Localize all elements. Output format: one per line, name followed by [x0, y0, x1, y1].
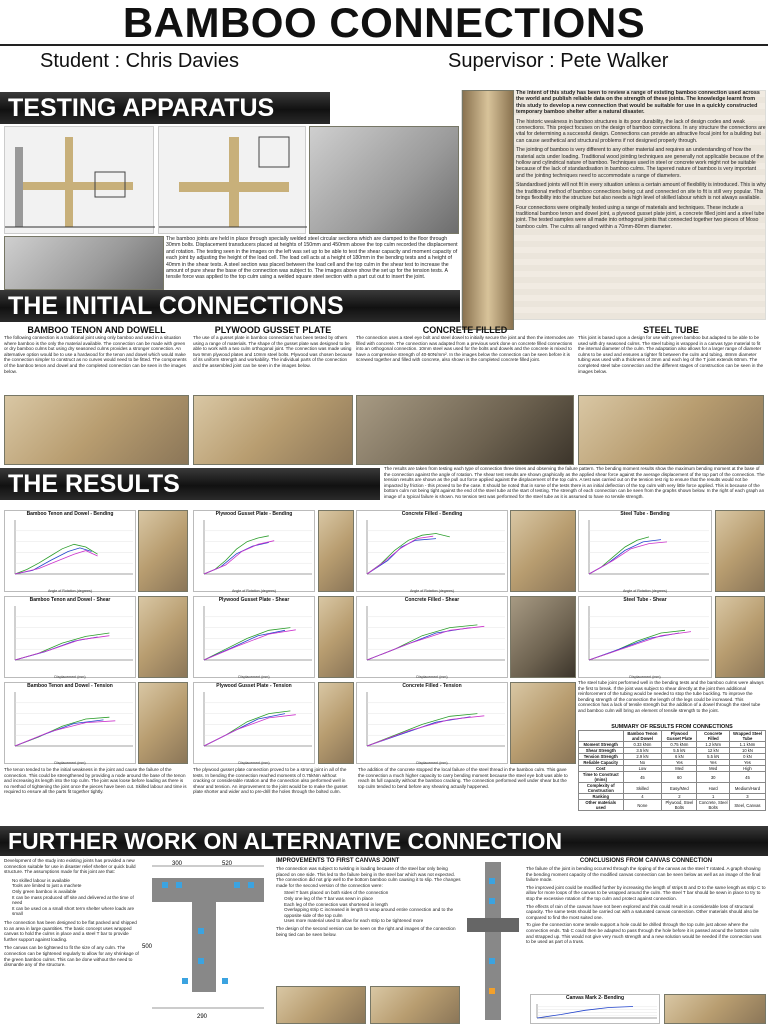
chart-title: Concrete Filled - Tension: [402, 683, 462, 689]
series-line-3: [589, 542, 667, 574]
tenon-dowel-photo: [4, 395, 189, 465]
table-header: Concrete Filled: [697, 731, 730, 742]
dim-500: 500: [142, 944, 153, 950]
series-line-3: [15, 636, 109, 660]
table-cell: Time to Construct (mins): [579, 772, 624, 783]
x-axis-label: Displacement (mm): [54, 761, 86, 765]
assumption-item: • Tools are limited to just a machete: [12, 883, 140, 889]
canvas-v2-drawing: [463, 858, 523, 1024]
supervisor-name: Supervisor : Pete Walker: [448, 50, 669, 72]
canvas-mark2-chart: [530, 994, 660, 1024]
chart-plot: [5, 604, 135, 670]
improve-item: • Uses more material used to allow for each strip to be tightened more: [284, 918, 461, 924]
bamboo-culm-photo: [462, 90, 514, 330]
improvements-section: [276, 858, 461, 1024]
series-line-2: [589, 633, 679, 660]
table-cell: Easy/Med: [662, 783, 697, 794]
table-cell: 1: [697, 794, 730, 800]
conn-title: PLYWOOD GUSSET PLATE: [214, 325, 332, 335]
chart-title: Concrete Filled - Shear: [404, 597, 460, 603]
result-chart: [193, 682, 315, 764]
chart-title: Steel Tube - Bending: [620, 511, 670, 517]
failure-photo: [715, 510, 765, 592]
table-cell: 0 kN: [729, 754, 765, 760]
table-cell: Steel, Canvas: [729, 800, 765, 811]
dim-290: 290: [197, 1014, 208, 1020]
result-chart: [193, 510, 315, 592]
apparatus-photo-1: [309, 126, 459, 234]
table-cell: 45: [623, 772, 662, 783]
chart-plot: [194, 604, 314, 670]
conn-text: The following connection is a traditional joint using only bamboo and used in a situation where bamboo is the only the material available. The connection can be made with green or dry bamboo culms but using dry seasoned culms provides a stronger connection. An alternative option would be to use a hardwood for the tenon and dowel which would make the connection simpler to construct as no curves would need to be fitted. The components of the bamboo tenon and dowel and the completed connection can be seen in the images below.: [4, 335, 187, 374]
table-cell: Hard: [697, 783, 730, 794]
improve-text: The connection was subject to twisting in loading because of the steel bar only being placed on one side. This led to the failure being in the steel bar which was not expected. The connection did not grip well to the bottom bamboo culm causing it to slip. The changes made for the second version of the connection were:: [276, 866, 461, 888]
chart-axes: [589, 606, 709, 660]
chart-plot: [579, 518, 711, 584]
conn-title: STEEL TUBE: [643, 325, 699, 335]
series-line-1: [367, 534, 450, 575]
page-title: BAMBOO CONNECTIONS: [122, 0, 646, 46]
result-chart: [356, 682, 508, 764]
table-cell: 1.1 kNm: [729, 742, 765, 748]
table-cell: 1.2 kNm: [697, 742, 730, 748]
concl-paragraph: The failure of the joint in bending occurred through the ripping of the canvas as the steel T rotated. A graph showing the bending moment capacity of the modified canvas connection can be seen below as well as an image of the final failure mode.: [526, 866, 761, 883]
assumption-item: • Only green bamboo is available: [12, 889, 140, 895]
series-line-3: [367, 536, 433, 574]
table-cell: 30: [697, 772, 730, 783]
table-cell: No: [623, 760, 662, 766]
intro-paragraph: Standardised joints will not fit in every situation unless a certain amount of flexibility is introduced. This is why the traditional method of bamboo connections being cut and connected on site to fit is still very popular. This brings flexibility into the structure but also needs a high level of skilled labour which is not always available.: [516, 182, 766, 202]
chart-title: Plywood Gusset Plate - Bending: [215, 511, 293, 517]
gusset-plate-photo: [193, 395, 353, 465]
chart-plot: [579, 604, 711, 670]
failure-photo: [318, 596, 354, 678]
x-axis-label: Displacement (mm): [416, 675, 448, 679]
table-cell: 45: [729, 772, 765, 783]
result-chart: [578, 596, 712, 678]
x-axis-label: Angle of Rotation (degrees): [232, 589, 276, 593]
chart-title: Bamboo Tenon and Dowel - Shear: [29, 597, 111, 603]
failure-photo: [510, 510, 576, 592]
result-text: The addition of the concrete stopped the local failure of the steel thread in the bamboo culm. This gave the connection a much higher capacity to carry bending moment because the steel eye bolt was able to reach its full capacity without the bamboo cracking. The connection performed well under shear but the top culm tended to bend before any shearing actually happened.: [358, 767, 568, 789]
chart-axes: [589, 520, 709, 574]
series-line-1: [15, 717, 109, 746]
chart-plot: [5, 690, 135, 756]
table-cell: 5.5 kN: [662, 748, 697, 754]
table-cell: Yes: [662, 760, 697, 766]
table-cell: Ranking: [579, 794, 624, 800]
chart-title: Bamboo Tenon and Dowel - Tension: [27, 683, 113, 689]
table-cell: 60: [662, 772, 697, 783]
chart-title: Steel Tube - Shear: [623, 597, 667, 603]
concl-paragraph: The effects of rain of the canvas have not been explored and this could result in a considerable loss of structural capacity. The same tests should be carried out with a saturated canvas connection. Other materials should also be compared to find the most suited one.: [526, 903, 759, 920]
connection-texts: [0, 325, 768, 395]
canvas-failure-photo: [664, 994, 766, 1024]
chart-axes: [537, 1004, 657, 1018]
further-intro: Development of the study into existing joints has provided a new connection suitable for use in disaster relief shelter or quick build structure. The assumptions made for this joint are that:: [4, 858, 136, 875]
chart-axes: [204, 520, 312, 574]
table-header: Bamboo Tenon and Dowel: [623, 731, 662, 742]
assumption-list: [4, 878, 140, 917]
table-cell: Skilled: [623, 783, 662, 794]
table-cell: Med: [662, 766, 697, 772]
further-paragraph: The canvas can be tightened to fit the size of any culm. The connection can be tightened regularly to allow for any shrinkage of the green bamboo culms. This can be done without the need to dismantle any of the structure.: [4, 945, 139, 968]
table-row: [579, 772, 766, 783]
table-cell: 0.75 kNm: [662, 742, 697, 748]
intro-paragraph: The jointing of bamboo is very different to any other material and requires an understanding of how the material acts under loading. Traditional wood jointing techniques are generally not applicable because of the hollow and cylindrical nature of bamboo. Techniques used in steel or concrete work might not be suitable because of the lack of standardisation in bamboo culms. The tapered nature of bamboo is very important and the jointing techniques need to accommodate a range of diameters.: [516, 147, 764, 179]
chart-plot: [194, 690, 314, 756]
intro-paragraph: Four connections were originally tested using a range of materials and techniques. These include a traditional bamboo tenon and dowel joint, a plywood gusset plate joint, a concrete filled joint and a steel tube joint. The tested samples were all made into orthogonal joints that connected together two pieces of Moso bamboo culm. The culms all ranged within a 70mm-80mm diameter.: [516, 204, 765, 230]
dim-520: 520: [222, 861, 233, 867]
series-line-2: [204, 630, 285, 660]
x-axis-label: Displacement (mm): [629, 675, 661, 679]
improve-title: IMPROVEMENTS TO FIRST CANVAS JOINT: [276, 858, 400, 864]
x-axis-label: Displacement (mm): [238, 675, 270, 679]
result-chart: [578, 510, 712, 592]
table-cell: Med: [697, 766, 730, 772]
table-row: [579, 783, 766, 794]
steel-tube-results-text: The steel tube joint performed well in the bending tests and the bamboo culms were always the first to break. If the joint was subject to shear directly at the joint then additional reinforcement of the tubing would be needed to stop the tube buckling. To improve the bending strength of the connection the length of the legs could be increased. This connection has a lack of tensile strength but the addition of a dowel through the steel tube and bamboo culm will bring an element of tensile strength to the joint.: [578, 680, 764, 713]
x-axis-label: Displacement (mm): [238, 761, 270, 765]
conn-text: The use of a gusset plate in bamboo connections has been tested by others using a range of materials. The shape of the gusset plate was designed to be able to work with a two culm orthogonal joint. The connection was made using two 9mm plywood plates and 10mm steel bolts. Plywood was chosen because of its uniform strength and workability. The individual parts of the connection and the assembled joint can be seen in the images below.: [193, 335, 353, 368]
concl-paragraph: To give the connection some tensile support a hole could be drilled through the top culm just above where the connection ends. Tab C could then be adapted to pass through the hole before it is passed around the bottom culm and strapped up. This would not give very much strength and a new solution would be needed if the connection was to be used as part of a truss.: [526, 922, 762, 945]
concl-title: CONCLUSIONS FROM CANVAS CONNECTION: [579, 858, 713, 864]
failure-photo: [138, 510, 188, 592]
intro-lead: The intent of this study has been to review a range of existing bamboo connection used across the world and publish reliable data on the strength of these joints. The knowledge learnt from this study to develop a new connection that would be suitable for use in a quickly constructed temporary bamboo shelter after a natural disaster.: [516, 90, 760, 116]
conn-text: The connection uses a steel eye bolt and steel dowel to initially secure the joint and then the internodes are filled with concrete. The connection was adapted from a previous work done on concrete filled connections into an orthogonal connection. 10mm steel was used for the bolts and dowels and the concrete is mixed to have a compressive strength of 40-50N/mm². In the images below the connection can be seen before it is screwed together and filled with concrete, also shown is the completed concrete filled joint.: [356, 335, 574, 363]
further-paragraph: The connection has been designed to be flat packed and shipped to an area in large quantities. The basic concept uses wrapped canvas to hold the culms in place and a steel T bar to provide further support against loading.: [4, 919, 137, 942]
series-line-3: [589, 632, 691, 660]
result-chart: [356, 510, 508, 592]
testing-caption: The bamboo joints are held in place through specially welded steel circular sections which are clamped to the floor through 30mm bolts. Displacement transducers placed at heights of 150mm and 450mm above the top culm recorded the displacement and rotation. The testing seen in the images on the left was set up to be able to test the shear capacity and moment capacity of each joint by adjusting the height of the load cell. The load cell acts at a height of 180mm in the bending tests and a height of 40mm in the shear tests. A steel section was placed between the load cell and the top culm in the shear test to increase the amount of pure shear the base of the connection was subject to. The images above show the set up for the tension tests. A tensile force was applied to the top culm using a welded square steel section with a part cut out to insert the joint.: [166, 236, 458, 281]
improve-list: [276, 890, 461, 924]
table-cell: Moment Strength: [579, 742, 624, 748]
canvas-photo: [370, 986, 460, 1024]
chart-axes: [367, 520, 505, 574]
result-chart: [4, 596, 136, 678]
series-line-1: [589, 537, 649, 574]
series-line-1: [204, 711, 290, 746]
table-cell: Other materials used: [579, 800, 624, 811]
table-cell: Concrete, Steel Bolts: [698, 800, 728, 810]
result-chart: [193, 596, 315, 678]
table-header: [579, 731, 624, 742]
intro-text: [516, 90, 766, 326]
result-text: The plywood gusset plate connection proved to be a strong joint in all of the tests. In bending the connection reached moments of 0.75kNm without cracking or considerable rotation and the connection also performed well in shear and tension. An improvement to the joint would be to make the gusset plate shorter and wider and to pre-drill the holes through the bolted culm.: [193, 767, 348, 795]
series-line-1: [367, 625, 477, 660]
chart-plot: [357, 604, 507, 670]
steel-tube-photo: [578, 395, 764, 465]
table-cell: Reliable Capacity: [579, 760, 624, 766]
banner-results: THE RESULTS: [0, 468, 380, 500]
series-line-2: [367, 539, 436, 574]
table-cell: Complexity of Construction: [579, 783, 624, 794]
table-cell: Shear Strength: [579, 748, 624, 754]
x-axis-label: Displacement (mm): [416, 761, 448, 765]
series-line-2: [15, 720, 104, 746]
chart-title: Plywood Gusset Plate - Shear: [218, 597, 290, 603]
chart-plot: [357, 690, 507, 756]
chart-title: Canvas Mark 2- Bending: [565, 995, 625, 1001]
series-line-3: [204, 630, 296, 660]
header: [0, 0, 768, 46]
failure-photo: [510, 596, 576, 678]
failure-photo: [138, 596, 188, 678]
assumption-item: • It can be mass produced off site and delivered at the time of need: [12, 895, 140, 906]
table-header: Wrapped Steel Tube: [729, 731, 765, 742]
table-cell: Low: [623, 766, 662, 772]
table-cell: Plywood, Steel Bolts: [662, 800, 697, 811]
table-header: Plywood Gusset Plate: [662, 731, 697, 742]
table-cell: 2: [662, 794, 697, 800]
table-cell: Cost: [579, 766, 624, 772]
concl-paragraph: The improved joint could be modified further by increasing the length of strips B and D to the same length as strip C to allow for more loops of the canvas to be wrapped around the culm. The steel T bar should be sewn in place to try to stop the excessive rotation of the top culm and protect against connection.: [526, 884, 766, 901]
result-chart: [4, 682, 136, 764]
chart-plot: [5, 518, 135, 584]
result-chart: [356, 596, 508, 678]
student-name: Student : Chris Davies: [40, 50, 239, 72]
concrete-filled-photo: [356, 395, 574, 465]
table-cell: Tension Strength: [579, 754, 624, 760]
dim-300: 300: [172, 861, 183, 867]
result-text: The tenon tended to be the initial weakness in the joint and cause the failure of the connection. This could be strengthened by providing a node around the base of the tenon and increasing its length into the top culm. The joint was loose before loading as there is no method of tightening the joint once the pieces have been cut. Skilled labour and time is required to ensure all the parts fit together tightly.: [4, 767, 187, 795]
table-cell: 12 kN: [697, 748, 730, 754]
series-line-3: [204, 541, 274, 574]
table-cell: Yes: [697, 760, 730, 766]
series-line-2: [367, 628, 471, 660]
conn-text: This joint is based upon a design for use with green bamboo but adapted to be able to be used with dry seasoned culms. The steel tubing is wrapped in a canvas type material to fit the internal diameter of the culm. The adaptation also allows for a larger range of diameter culms to be used and ensures a tighter fit between the culm and tubing. 48mm diameter tubing was used with a thickness of 3mm and each leg of the T joint extends 60mm. The completed steel tube connection and the different stages of construction can be seen in the images below.: [578, 335, 764, 374]
table-cell: 4: [623, 794, 662, 800]
intro-paragraph: The historic weakness in bamboo structures is its poor durability, the lack of design codes and weak connections. This project focuses on the design of bamboo connections. In any structure the connections are vital for determining a successful design. Connections can provide an attractive focal joint for a building but can cause aesthetical and structural problems if not designed properly through.: [516, 118, 766, 144]
x-axis-label: Displacement (mm): [54, 675, 86, 679]
improve-item: • Overlapping strip C increased in length to wrap around entire connection and to the opposite side of the top culm: [284, 907, 461, 918]
banner-further: FURTHER WORK ON ALTERNATIVE CONNECTION: [0, 826, 768, 856]
chart-title: Bamboo Tenon and Dowel - Bending: [26, 511, 114, 517]
table-cell: None: [623, 800, 662, 811]
table-cell: 5.5 kN: [697, 754, 730, 760]
improve-item: • Each leg of the connection was shortened in length: [284, 902, 461, 908]
series-line-2: [589, 540, 661, 574]
improve-text-2: The design of the second version can be seen on the right and images of the connection being tied can be seen below.: [276, 925, 456, 937]
chart-plot: [357, 518, 507, 584]
summary-table: [578, 724, 766, 824]
conn-title: CONCRETE FILLED: [422, 325, 508, 335]
failure-photo: [715, 596, 765, 678]
canvas-photo: [276, 986, 366, 1024]
results-text: The results are taken from testing each type of connection three times and observing the failure pattern. The bending moment results show the maximum bending moment at the base of the connection against the angle of rotation. The shear test results are shown graphically as the applied shear force against the average displacement of the top part of the connection. The tension results are shown as the pull out force applied against the displacement of the top culm. A test was carried out on the tension test rig to ensure that the results would not be impacted by friction - this proved to be the case. It should be noted that in some of the tests there is an initial deflection of the top culm with very little force applied. This is because of the bottom culm not being tight against the end of the steel tube at the start of testing. The strength of each connection can be seen from the graphs shown below. In the right of each graph an image of a typical failure is shown. No tension test was performed for the steel tube as it is assumed to have no tensile strength.: [384, 466, 765, 499]
chart-axes: [15, 692, 133, 746]
improve-item: • Only one leg of the T bar was sewn in place: [284, 896, 461, 902]
series-line-2: [15, 548, 92, 574]
table-cell: Yes: [729, 760, 765, 766]
failure-photo: [318, 510, 354, 592]
series-line-3: [367, 626, 484, 660]
x-axis-label: Angle of Rotation (degrees): [410, 589, 454, 593]
x-axis-label: Angle of Rotation (degrees): [48, 589, 92, 593]
series-line-3: [367, 716, 484, 746]
apparatus-diagram-2: [158, 126, 306, 234]
table-cell: 2.9 kN: [623, 754, 662, 760]
series-line-2: [204, 714, 285, 746]
summary-title: SUMMARY OF RESULTS FROM CONNECTIONS: [611, 724, 733, 730]
table-cell: High: [729, 766, 765, 772]
table-cell: 3: [729, 794, 765, 800]
series-line-2: [204, 543, 269, 575]
failure-photo: [510, 682, 576, 764]
assumption-item: • No skilled labour is available: [12, 878, 140, 884]
table-cell: 10 kN: [729, 748, 765, 754]
table-cell: 6 kN: [662, 754, 697, 760]
series-line-2: [367, 717, 471, 746]
table-cell: 3.5 kN: [623, 748, 662, 754]
x-axis-label: Angle of Rotation (degrees): [623, 589, 667, 593]
banner-testing: TESTING APPARATUS: [0, 92, 330, 124]
series-line-3: [204, 715, 296, 746]
banner-initial: THE INITIAL CONNECTIONS: [0, 290, 460, 322]
chart-title: Concrete Filled - Bending: [401, 511, 463, 517]
apparatus-photo-2: [4, 236, 164, 290]
table-cell: 0.33 kNm: [623, 742, 662, 748]
result-chart: [4, 510, 136, 592]
series-line-3: [15, 551, 98, 574]
table-cell: Medium/Hard: [729, 783, 765, 794]
series-line-1: [15, 544, 98, 574]
assumption-item: • It can be used on a small short term shelter where loads are small: [12, 906, 140, 917]
failure-photo: [318, 682, 354, 764]
conn-title: BAMBOO TENON AND DOWELL: [27, 325, 166, 335]
table-row: [579, 800, 766, 811]
chart-plot: [194, 518, 314, 584]
further-left-text: [4, 858, 140, 1024]
apparatus-diagram-1: [4, 126, 154, 234]
failure-photo: [138, 682, 188, 764]
improve-item: • Steel T bars placed on both sides of the connection: [284, 890, 461, 896]
chart-title: Plywood Gusset Plate - Tension: [216, 683, 292, 689]
canvas-joint-drawing: [142, 858, 274, 1024]
chart-axes: [15, 606, 133, 660]
